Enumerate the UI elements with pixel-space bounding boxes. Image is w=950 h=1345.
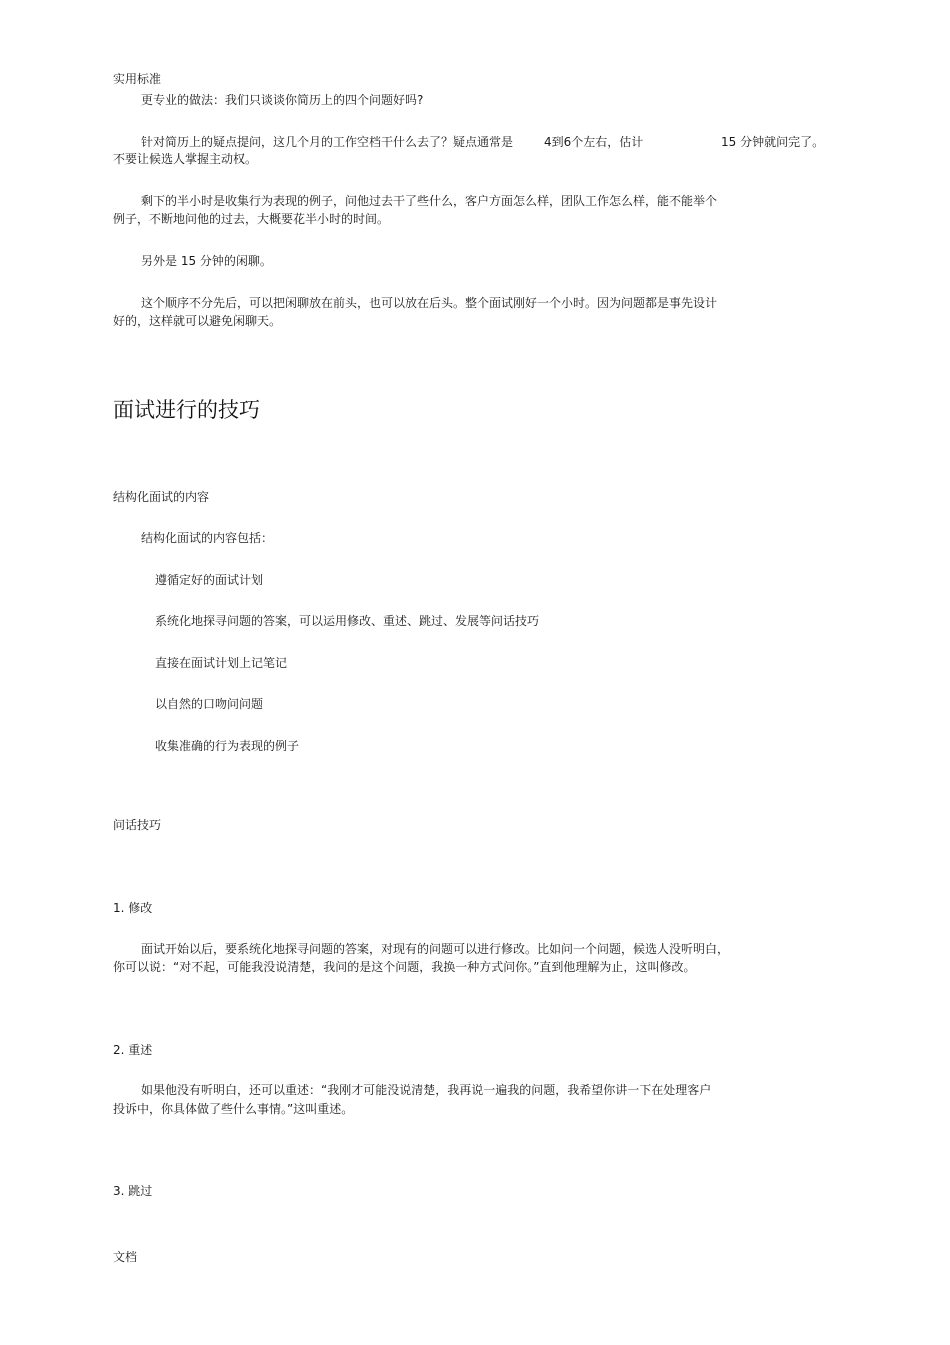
text-line: 如果他没有听明白，还可以重述：“我刚才可能没说清楚，我再说一遍我的问题，我希望你讲一下在处理客户 [141, 1083, 712, 1097]
text-line: 这个顺序不分先后，可以把闲聊放在前头，也可以放在后头。整个面试刚好一个小时。因为问题都是事先设计 [141, 296, 718, 310]
text-line: 好的，这样就可以避免闲聊天。 [113, 314, 282, 328]
section-lead: 结构化面试的内容包括： [141, 531, 274, 545]
section-subheading: 结构化面试的内容 [113, 490, 210, 504]
text-line: 面试开始以后，要系统化地探寻问题的答案，对现有的问题可以进行修改。比如问一个问题，候选人没听明白， [141, 942, 730, 956]
text-line: 例子，不断地问他的过去，大概要花半小时的时间。 [113, 212, 390, 226]
list-item: 收集准确的行为表现的例子 [155, 739, 300, 753]
intro-paragraph-4: 另外是 15 分钟的闲聊。 [141, 254, 272, 268]
page-footer: 文档 [113, 1250, 138, 1264]
techniques-heading: 问话技巧 [113, 818, 162, 832]
list-item: 系统化地探寻问题的答案，可以运用修改、重述、跳过、发展等问话技巧 [155, 614, 540, 628]
technique-3-title: 3. 跳过 [113, 1184, 153, 1198]
text-line: 4到6个左右，估计 [544, 135, 644, 149]
section-title: 面试进行的技巧 [113, 398, 260, 422]
technique-1-title: 1. 修改 [113, 901, 153, 915]
text-line: 剩下的半小时是收集行为表现的例子，问他过去干了些什么，客户方面怎么样，团队工作怎么样，能不能举个 [141, 194, 718, 208]
intro-paragraph-1: 更专业的做法：我们只谈谈你简历上的四个问题好吗? [141, 93, 424, 107]
page-header: 实用标准 [113, 72, 162, 86]
list-item: 直接在面试计划上记笔记 [155, 656, 288, 670]
list-item: 以自然的口吻问问题 [155, 697, 264, 711]
text-line: 你可以说：“对不起，可能我没说清楚，我问的是这个问题，我换一种方式问你。”直到他理解为止，这叫修改。 [113, 960, 696, 974]
text-line: 不要让候选人掌握主动权。 [113, 152, 258, 166]
text-line: 投诉中，你具体做了些什么事情。”这叫重述。 [113, 1102, 354, 1116]
list-item: 遵循定好的面试计划 [155, 573, 264, 587]
text-line: 15 分钟就问完了。 [721, 135, 825, 149]
technique-2-title: 2. 重述 [113, 1043, 153, 1057]
text-line: 针对简历上的疑点提问，这几个月的工作空档干什么去了？疑点通常是 [141, 135, 514, 149]
